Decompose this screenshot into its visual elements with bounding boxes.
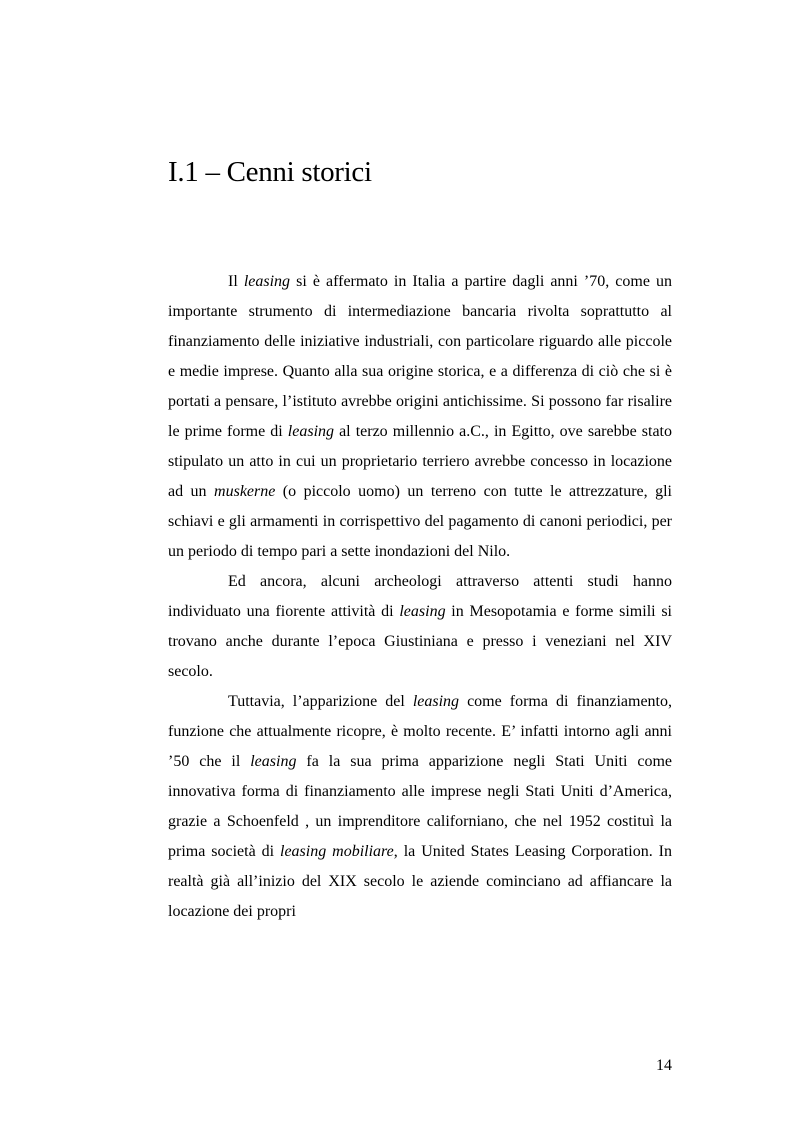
italic-term: leasing bbox=[399, 603, 446, 620]
italic-term: muskerne bbox=[214, 483, 276, 500]
paragraph: Tuttavia, l’apparizione del leasing come forma di finanziamento, funzione che attualmente ricopre, è molto recente. E’ infatti intorno agli anni ’50 che il leasing fa la sua prima apparizione negli Stati Uniti come innovativa forma di finanziamento alle imprese negli Stati Uniti d’America, grazie a Schoenfeld , un imprenditore californiano, che nel 1952 costituì la prima società di leasing mobiliare, la United States Leasing Corporation. In realtà già all’inizio del XIX secolo le aziende cominciano ad affiancare la locazione dei propri bbox=[168, 693, 673, 920]
paragraph: Il leasing si è affermato in Italia a partire dagli anni ’70, come un importante strumento di intermediazione bancaria rivolta soprattutto al finanziamento delle iniziative industriali, con particolare riguardo alle piccole e medie imprese. Quanto alla sua origine storica, e a differenza di ciò che si è portati a pensare, l’istituto avrebbe origini antichissime. Si possono far risalire le prime forme di leasing al terzo millennio a.C., in Egitto, ove sarebbe stato stipulato un atto in cui un proprietario terriero avrebbe concesso in locazione ad un muskerne (o piccolo uomo) un terreno con tutte le attrezzature, gli schiavi e gli armamenti in corrispettivo del pagamento di canoni periodici, per un periodo di tempo pari a sette inondazioni del Nilo. bbox=[168, 273, 673, 560]
italic-term: leasing bbox=[412, 693, 460, 710]
italic-term: leasing bbox=[243, 273, 291, 290]
italic-term: leasing bbox=[287, 423, 335, 440]
italic-term: leasing mobiliare bbox=[280, 843, 394, 860]
page-number: 14 bbox=[656, 1057, 672, 1074]
body-text bbox=[168, 267, 672, 927]
paragraph: Ed ancora, alcuni archeologi attraverso attenti studi hanno individuato una fiorente attività di leasing in Mesopotamia e forme simili si trovano anche durante l’epoca Giustiniana e presso i veneziani nel XIV secolo. bbox=[168, 573, 673, 680]
italic-term: leasing bbox=[250, 753, 297, 770]
section-heading: I.1 – Cenni storici bbox=[168, 156, 372, 188]
